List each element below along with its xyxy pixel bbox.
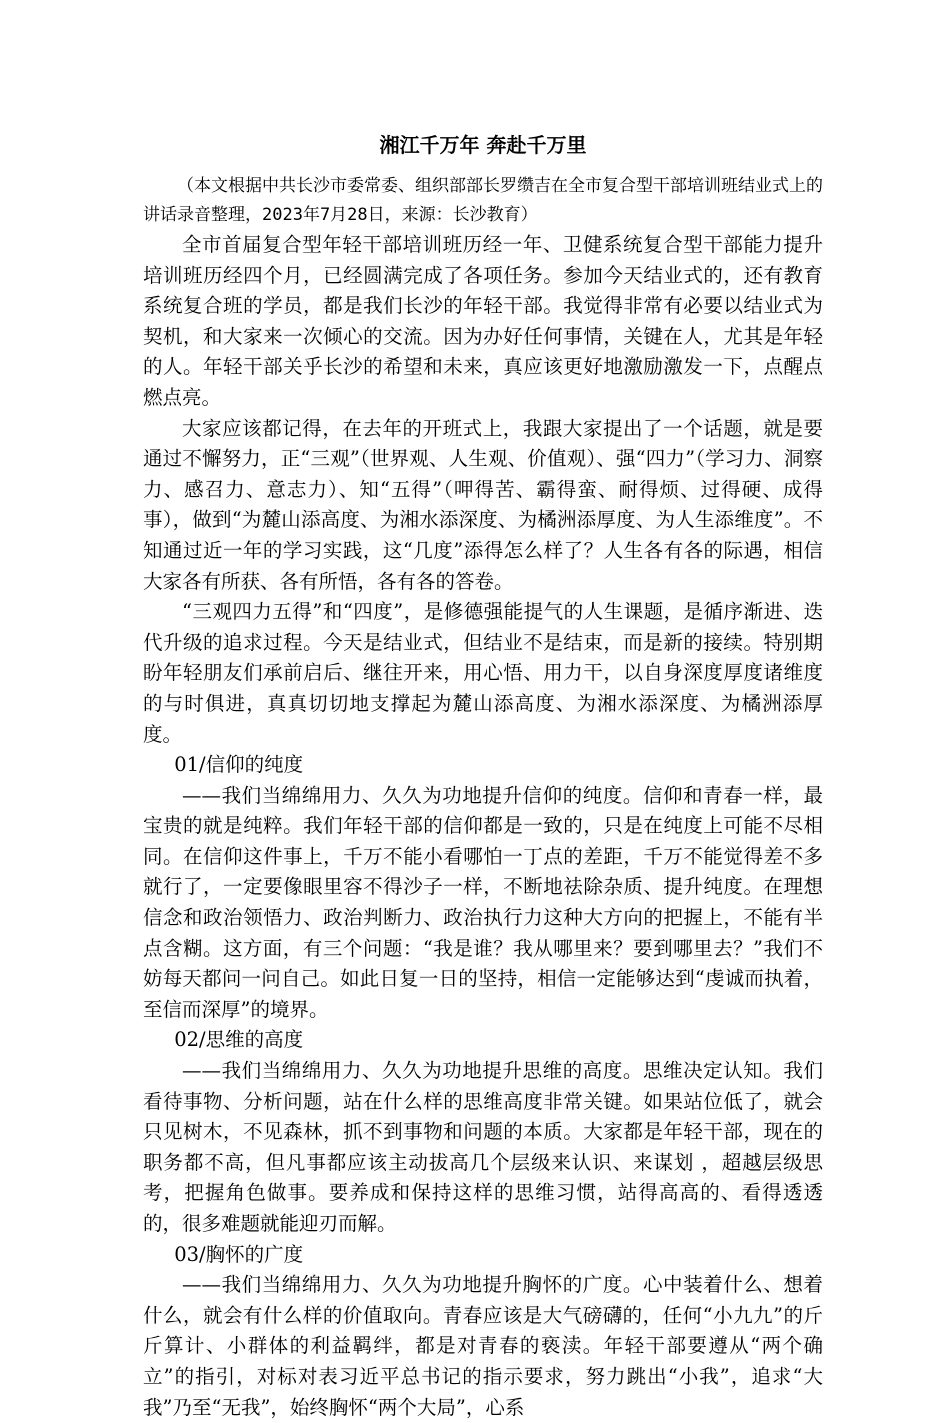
section-body-faith: ——我们当绵绵用力、久久为功地提升信仰的纯度。信仰和青春一样，最宝贵的就是纯粹。我们年轻干部的信仰都是一致的，只是在纯度上可能不尽相同。在信仰这件事上，千万不能小看哪怕一丁点的差距，千万不能觉得差不多就行了，一定要像眼里容不得沙子一样，不断地祛除杂质、提升纯度。在理想信念和政治领悟力、政治判断力、政治执行力这种大方向的把握上，不能有半点含糊。这方面，有三个问题：“我是谁？我从哪里来？要到哪里去？”我们不妨每天都问一问自己。如此日复一日的坚持，相信一定能够达到“虔诚而执着，至信而深厚”的境界。: [143, 783, 823, 1021]
section-heading-mind: 03/胸怀的广度: [174, 1242, 304, 1266]
paragraph-recall: 大家应该都记得，在去年的开班式上，我跟大家提出了一个话题，就是要通过不懈努力，正“三观”（世界观、人生观、价值观）、强“四力”（学习力、洞察力、感召力、意志力）、知“五得”（呷得苦、霸得蛮、耐得烦、过得硬、成得事），做到“为麓山添高度、为湘水添深度、为橘洲添厚度、为人生添维度”。不知通过近一年的学习实践，这“几度”添得怎么样了？人生各有各的际遇，相信大家各有所获、各有所悟，各有各的答卷。: [143, 416, 823, 593]
paragraph-expectation: “三观四力五得”和“四度”，是修德强能提气的人生课题，是循序渐进、迭代升级的追求过程。今天是结业式，但结业不是结束，而是新的接续。特别期盼年轻朋友们承前启后、继往开来，用心悟、用力干，以自身深度厚度诸维度的与时俱进，真真切切地支撑起为麓山添高度、为湘水添深度、为橘洲添厚度。: [143, 600, 823, 746]
document-title: 湘江千万年 奔赴千万里: [379, 133, 587, 157]
paragraph-intro: 全市首届复合型年轻干部培训班历经一年、卫健系统复合型干部能力提升培训班历经四个月，已经圆满完成了各项任务。参加今天结业式的，还有教育系统复合班的学员，都是我们长沙的年轻干部。我觉得非常有必要以结业式为契机，和大家来一次倾心的交流。因为办好任何事情，关键在人，尤其是年轻的人。年轻干部关乎长沙的希望和未来，真应该更好地激励激发一下，点醒点燃点亮。: [143, 233, 823, 409]
section-heading-thinking: 02/思维的高度: [174, 1028, 304, 1052]
document-body: [143, 130, 823, 1423]
source-note: （本文根据中共长沙市委常委、组织部部长罗缵吉在全市复合型干部培训班结业式上的讲话录音整理，2023年7月28日，来源：长沙教育）: [143, 176, 823, 225]
section-heading-faith: 01/信仰的纯度: [174, 753, 304, 777]
section-body-thinking: ——我们当绵绵用力、久久为功地提升思维的高度。思维决定认知。我们看待事物、分析问题，站在什么样的思维高度非常关键。如果站位低了，就会只见树木，不见森林，抓不到事物和问题的本质。大家都是年轻干部，现在的职务都不高，但凡事都应该主动拔高几个层级来认识、来谋划 ，超越层级思考，把握角色做事。要养成和保持这样的思维习惯，站得高高的、看得透透的，很多难题就能迎刃而解。: [143, 1059, 823, 1235]
section-body-mind: ——我们当绵绵用力、久久为功地提升胸怀的广度。心中装着什么、想着什么，就会有什么样的价值取向。青春应该是大气磅礴的，任何“小九九”的斤斤算计、小群体的利益羁绊，都是对青春的亵渎。年轻干部要遵从“两个确立”的指引，对标对表习近平总书记的指示要求，努力跳出“小我”，追求“大我”乃至“无我”，始终胸怀“两个大局”，心系: [143, 1273, 823, 1419]
